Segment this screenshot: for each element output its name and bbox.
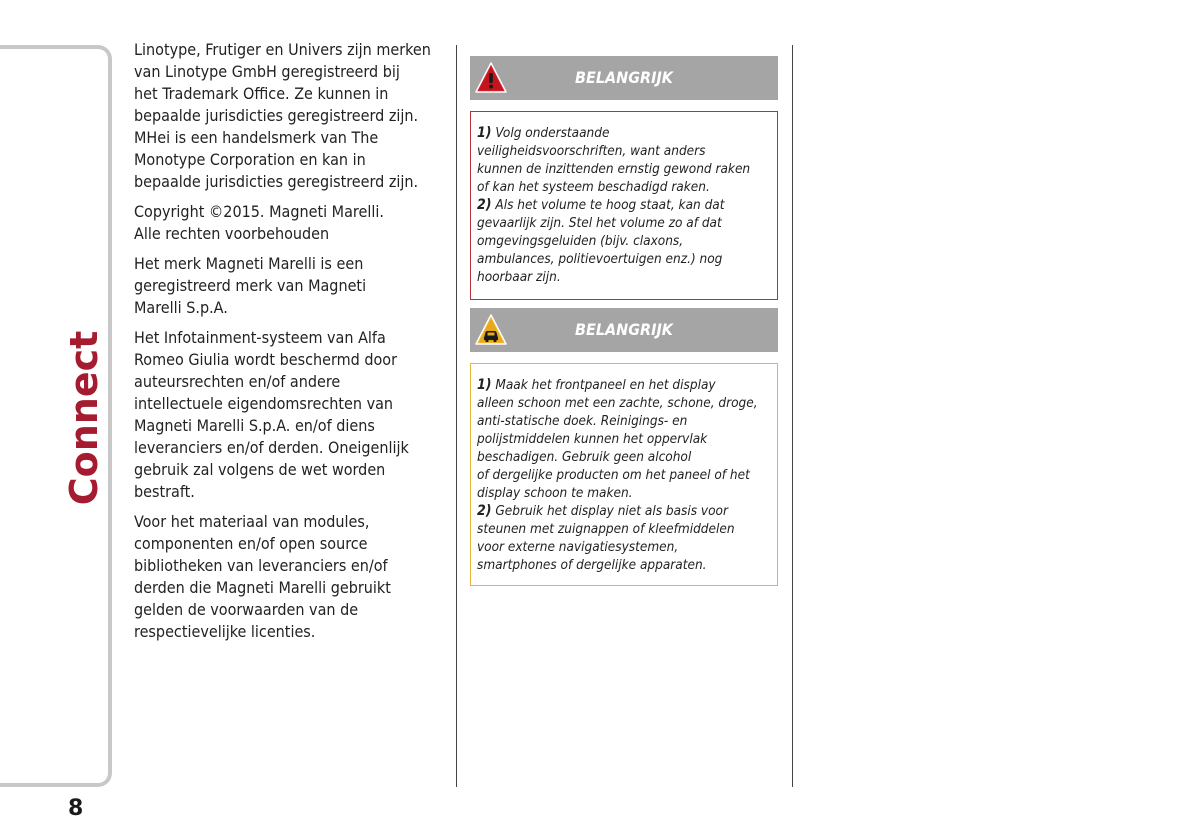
notice-item bbox=[477, 196, 772, 286]
notice-header-safety bbox=[470, 56, 778, 100]
notice-body-safety bbox=[470, 111, 778, 300]
open-source-paragraph: Voor het materiaal van modules, componenten en/of open source bibliotheken van leveranciers en/of derden die Magneti Marelli gebruikt gelden de voorwaarden van de respectievelijke licenties. bbox=[134, 512, 391, 641]
notice-item-number: 2) bbox=[477, 197, 492, 213]
notice-item bbox=[477, 502, 772, 574]
left-column bbox=[134, 39, 446, 651]
brand-paragraph: Het merk Magneti Marelli is een geregistreerd merk van Magneti Marelli S.p.A. bbox=[134, 254, 367, 317]
notice-item-text: Gebruik het display niet als basis voor steunen met zuignappen of kleefmiddelen voor externe navigatiesystemen, smartphones of dergelijke apparaten. bbox=[477, 503, 735, 573]
page-number: 8 bbox=[68, 796, 84, 821]
trademark-fonts-paragraph: Linotype, Frutiger en Univers zijn merken van Linotype GmbH geregistreerd bij het Trademark Office. Ze kunnen in bepaalde jurisdicties geregistreerd zijn. MHei is een handelsmerk van The Monotype Corporation en kan in bepaalde jurisdicties geregistreerd zijn. bbox=[134, 40, 431, 191]
notice-title: BELANGRIJK bbox=[575, 68, 673, 87]
notice-item-text: Maak het frontpaneel en het display alleen schoon met een zachte, schone, droge, anti-statische doek. Reinigings- en polijstmiddelen kunnen het oppervlak beschadigen. Gebruik geen alcohol of dergelijke producten om het paneel of het display schoon te maken. bbox=[477, 377, 758, 501]
column-divider-right bbox=[792, 45, 793, 787]
notice-header-display-care bbox=[470, 308, 778, 352]
notice-item-number: 1) bbox=[477, 377, 492, 393]
section-title: Connect bbox=[62, 330, 106, 506]
notice-body-display-care bbox=[470, 363, 778, 586]
notice-item-number: 1) bbox=[477, 125, 492, 141]
notice-title: BELANGRIJK bbox=[575, 320, 673, 339]
notice-item bbox=[477, 376, 772, 502]
column-divider-left bbox=[456, 45, 457, 787]
copyright-paragraph: Copyright ©2015. Magneti Marelli. Alle rechten voorbehouden bbox=[134, 202, 384, 243]
notice-item-text: Als het volume te hoog staat, kan dat gevaarlijk zijn. Stel het volume zo af dat omgevingsgeluiden (bijv. claxons, ambulances, politievoertuigen enz.) nog hoorbaar zijn. bbox=[477, 197, 725, 285]
notice-item-text: Volg onderstaande veiligheidsvoorschriften, want anders kunnen de inzittenden ernstig gewond raken of kan het systeem beschadigd raken. bbox=[477, 125, 751, 195]
notice-item-number: 2) bbox=[477, 503, 492, 519]
infotainment-rights-paragraph: Het Infotainment-systeem van Alfa Romeo Giulia wordt beschermd door auteursrechten en/of andere intellectuele eigendomsrechten van Magneti Marelli S.p.A. en/of diens leveranciers en/of derden. Oneigenlijk gebruik zal volgens de wet worden bestraft. bbox=[134, 328, 409, 501]
notice-item bbox=[477, 124, 772, 196]
